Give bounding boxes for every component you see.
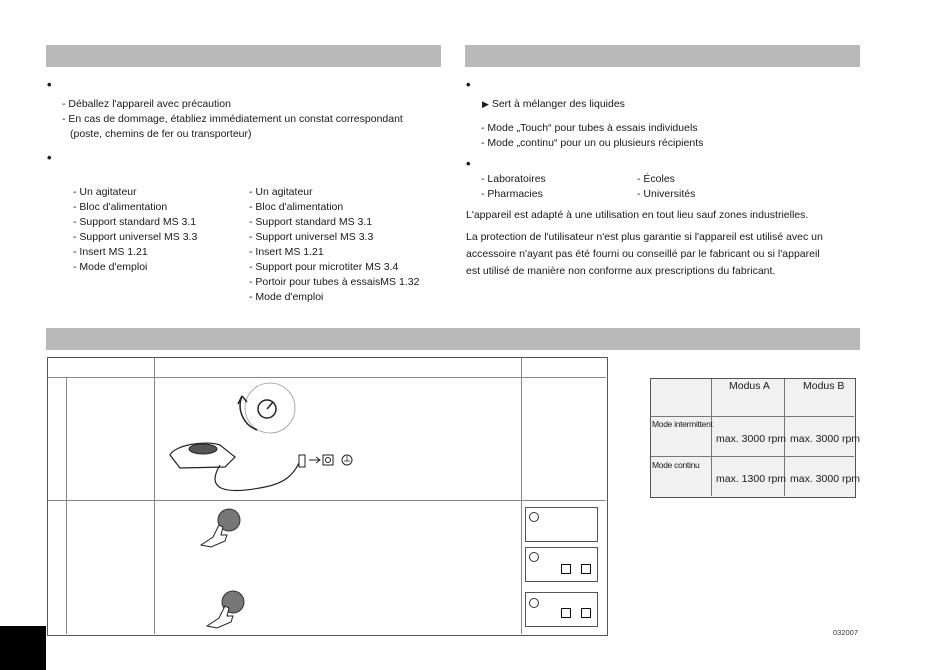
mode-line-1: - Mode „Touch“ pour tubes à essais individuels xyxy=(481,122,698,134)
hand-icon xyxy=(201,525,227,547)
hand-icon xyxy=(207,606,233,628)
device-top xyxy=(189,444,217,454)
list-item: - Portoir pour tubes à essaisMS 1.32 xyxy=(249,276,420,288)
areas-note-2 xyxy=(466,229,823,280)
list-item: - Support standard MS 3.1 xyxy=(73,216,197,228)
section-bar-commissioning xyxy=(46,328,860,350)
arrow-right-icon xyxy=(309,457,320,463)
triangle-right-icon: ▶ xyxy=(482,99,489,109)
list-item: - Un agitateur xyxy=(249,186,313,198)
note-line: La protection de l'utilisateur n'est plus garantie si l'appareil est utilisé avec un xyxy=(466,231,823,243)
square-icon xyxy=(561,608,571,618)
square-icon xyxy=(561,564,571,574)
unpacking-line-2: - En cas de dommage, établiez immédiatement un constat correspondant xyxy=(62,113,403,125)
list-item: - Support universel MS 3.3 xyxy=(249,231,374,243)
spec-value-intermittent-b: max. 3000 rpm xyxy=(790,433,861,445)
spec-header-modus-a: Modus A xyxy=(729,380,770,392)
bullet-unpacking: • xyxy=(47,77,52,92)
list-item: - Un agitateur xyxy=(73,186,137,198)
table-col-divider-2 xyxy=(521,358,522,634)
list-item: - Insert MS 1.21 xyxy=(249,246,324,258)
purpose-text: Sert à mélanger des liquides xyxy=(491,98,625,110)
spec-row-divider-2 xyxy=(651,456,854,457)
section-bar-unpacking xyxy=(46,45,441,67)
list-item: - Bloc d'alimentation xyxy=(73,201,168,213)
areas-note-1: L'appareil est adapté à une utilisation en tout lieu sauf zones industrielles. xyxy=(466,209,809,221)
spec-col-divider-1 xyxy=(711,379,712,496)
list-item: - Écoles xyxy=(637,173,675,185)
list-item: - Support pour microtiter MS 3.4 xyxy=(249,261,399,273)
delivery-list-2 xyxy=(249,185,419,305)
areas-list-2 xyxy=(637,172,695,202)
spec-row-divider-1 xyxy=(651,416,854,417)
device-illustration xyxy=(165,435,365,495)
spec-row-label-intermittent: Mode intermittent xyxy=(652,419,713,429)
list-item: - Support standard MS 3.1 xyxy=(249,216,373,228)
document-code: 032007 xyxy=(833,628,859,637)
list-item: - Pharmacies xyxy=(481,188,543,200)
socket-icon xyxy=(323,455,333,465)
power-cable xyxy=(215,463,299,491)
list-item: - Insert MS 1.21 xyxy=(73,246,148,258)
list-item: - Support universel MS 3.3 xyxy=(73,231,198,243)
purpose-line xyxy=(482,97,625,112)
indicator-light-icon xyxy=(529,598,539,608)
table-step-divider-2 xyxy=(66,501,67,634)
unpacking-line-3: (poste, chemins de fer ou transporteur) xyxy=(70,128,252,140)
power-plug xyxy=(299,455,305,467)
unpacking-line-1: - Déballez l'appareil avec précaution xyxy=(62,98,231,110)
page-corner-block xyxy=(0,626,46,670)
table-row-divider xyxy=(48,500,606,501)
spec-row-label-continuous: Mode continu xyxy=(652,460,700,470)
bullet-delivery: • xyxy=(47,150,52,165)
indicator-light-icon xyxy=(529,552,539,562)
spec-header-modus-b: Modus B xyxy=(803,380,845,392)
speed-knob-illustration xyxy=(230,378,330,438)
note-line: accessoire n'ayant pas été fourni ou conseillé par le fabricant ou si l'appareil xyxy=(466,248,820,260)
square-icon xyxy=(581,608,591,618)
finger-touch-illustration-1 xyxy=(195,505,245,550)
rotation-arrow xyxy=(240,396,257,430)
bullet-usage: • xyxy=(466,77,471,92)
list-item: - Bloc d'alimentation xyxy=(249,201,344,213)
square-icon xyxy=(581,564,591,574)
spec-value-continuous-b: max. 3000 rpm xyxy=(790,473,861,485)
list-item: - Mode d'emploi xyxy=(73,261,148,273)
table-col-divider-1 xyxy=(154,358,155,634)
list-item: - Universités xyxy=(637,188,696,200)
areas-list-1 xyxy=(481,172,546,202)
delivery-list-1 xyxy=(73,185,197,275)
table-step-divider-1 xyxy=(66,378,67,500)
note-line: est utilisé de manière non conforme aux prescriptions du fabricant. xyxy=(466,265,776,277)
bullet-areas: • xyxy=(466,156,471,171)
list-item: - Laboratoires xyxy=(481,173,546,185)
section-bar-usage xyxy=(465,45,860,67)
mode-line-2: - Mode „continu“ pour un ou plusieurs récipients xyxy=(481,137,704,149)
finger-touch-illustration-2 xyxy=(203,588,253,633)
indicator-light-icon xyxy=(529,512,539,522)
list-item: - Mode d'emploi xyxy=(249,291,324,303)
spec-value-intermittent-a: max. 3000 rpm xyxy=(716,433,787,445)
spec-value-continuous-a: max. 1300 rpm xyxy=(716,473,787,485)
